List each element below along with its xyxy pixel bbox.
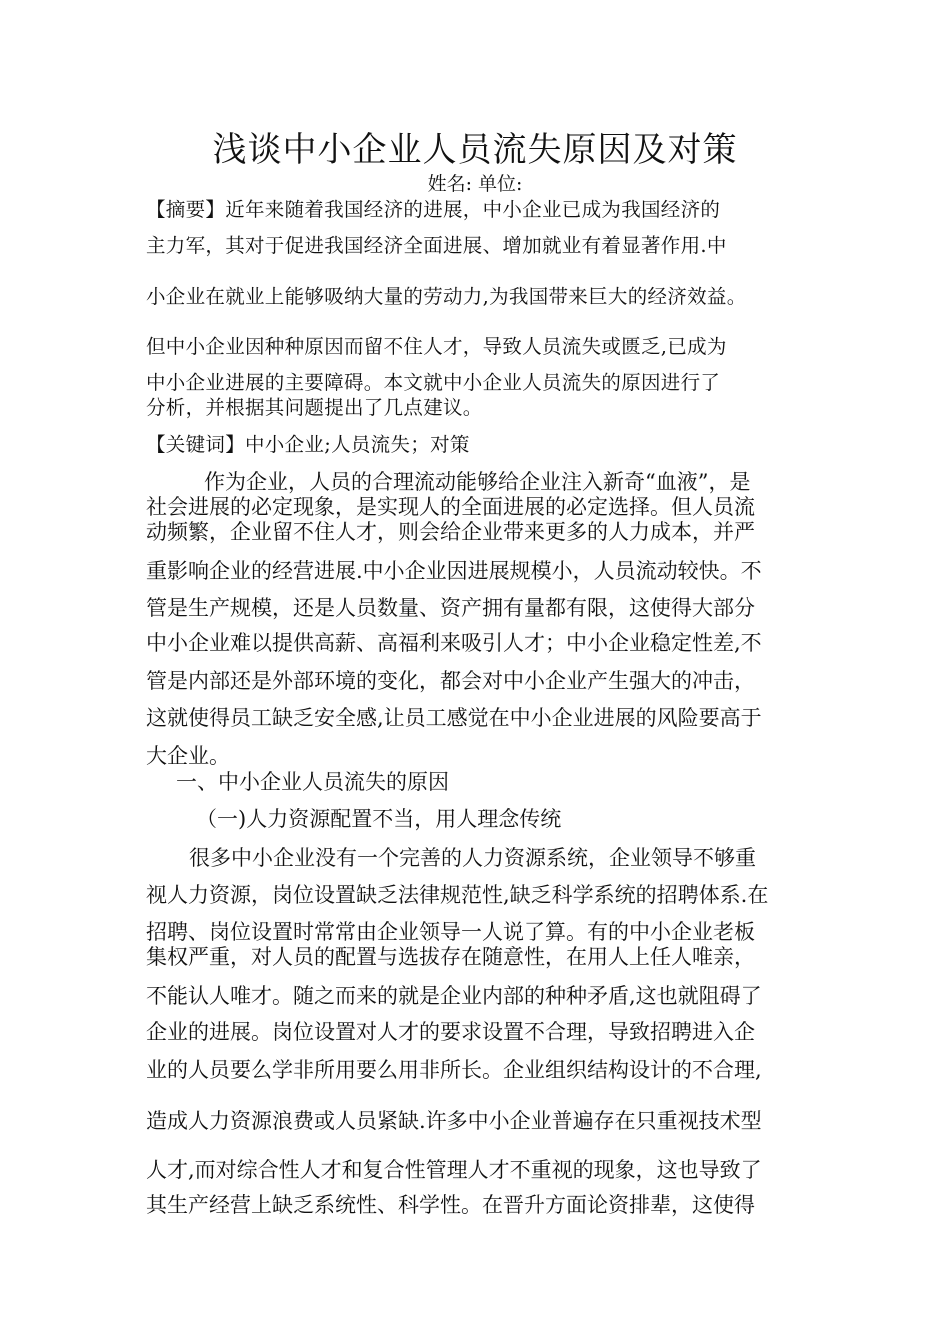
abstract-line: 【摘要】近年来随着我国经济的进展，中小企业已成为我国经济的 — [146, 198, 721, 221]
intro-line: 动频繁，企业留不住人才，则会给企业带来更多的人力成本，并严 — [146, 520, 755, 544]
intro-line: 管是内部还是外部环境的变化，都会对中小企业产生强大的冲击， — [146, 669, 755, 693]
section-line: 视人力资源，岗位设置缺乏法律规范性,缺乏科学系统的招聘体系.在 — [146, 883, 769, 907]
intro-line: 作为企业，人员的合理流动能够给企业注入新奇“血液”，是 — [204, 470, 751, 494]
intro-line: 重影响企业的经营进展.中小企业因进展规模小，人员流动较快。不 — [146, 559, 762, 583]
section-heading: 一、中小企业人员流失的原因 — [176, 770, 449, 794]
abstract-line: 但中小企业因种种原因而留不住人才，导致人员流失或匮乏,已成为 — [146, 335, 727, 358]
abstract-line: 小企业在就业上能够吸纳大量的劳动力,为我国带来巨大的经济效益。 — [146, 285, 747, 308]
intro-line: 中小企业难以提供高薪、高福利来吸引人才；中小企业稳定性差,不 — [146, 631, 762, 655]
keywords-line: 【关键词】中小企业;人员流失；对策 — [146, 433, 470, 456]
section-line: 其生产经营上缺乏系统性、科学性。在晋升方面论资排辈，这使得 — [146, 1193, 755, 1217]
abstract-line: 分析，并根据其问题提出了几点建议。 — [146, 396, 483, 419]
section-line: 不能认人唯才。随之而来的就是企业内部的种种矛盾,这也就阻碍了 — [146, 984, 762, 1008]
section-line: 企业的进展。岗位设置对人才的要求设置不合理，导致招聘进入企 — [146, 1020, 755, 1044]
intro-line: 大企业。 — [146, 744, 230, 768]
section-line: 招聘、岗位设置时常常由企业领导一人说了算。有的中小企业老板 — [146, 920, 755, 944]
abstract-line: 主力军，其对于促进我国经济全面进展、增加就业有着显著作用.中 — [146, 234, 727, 257]
document-title: 浅谈中小企业人员流失原因及对策 — [212, 130, 738, 170]
section-line: 很多中小企业没有一个完善的人力资源系统，企业领导不够重 — [189, 846, 756, 870]
section-line: 集权严重，对人员的配置与选拔存在随意性，在用人上任人唯亲， — [146, 945, 755, 969]
intro-line: 管是生产规模，还是人员数量、资产拥有量都有限，这使得大部分 — [146, 596, 755, 620]
section-line: 造成人力资源浪费或人员紧缺.许多中小企业普遍存在只重视技术型 — [146, 1109, 762, 1133]
author-byline: 姓名: 单位: — [427, 173, 523, 195]
intro-line: 这就使得员工缺乏安全感,让员工感觉在中小企业进展的风险要高于 — [146, 706, 762, 730]
subsection-heading: （一)人力资源配置不当，用人理念传统 — [196, 807, 562, 831]
section-line: 业的人员要么学非所用要么用非所长。企业组织结构设计的不合理, — [146, 1058, 762, 1082]
abstract-line: 中小企业进展的主要障碍。本文就中小企业人员流失的原因进行了 — [146, 371, 721, 394]
section-line: 人才,而对综合性人才和复合性管理人才不重视的现象，这也导致了 — [146, 1158, 762, 1182]
intro-line: 社会进展的必定现象，是实现人的全面进展的必定选择。但人员流 — [146, 495, 755, 519]
